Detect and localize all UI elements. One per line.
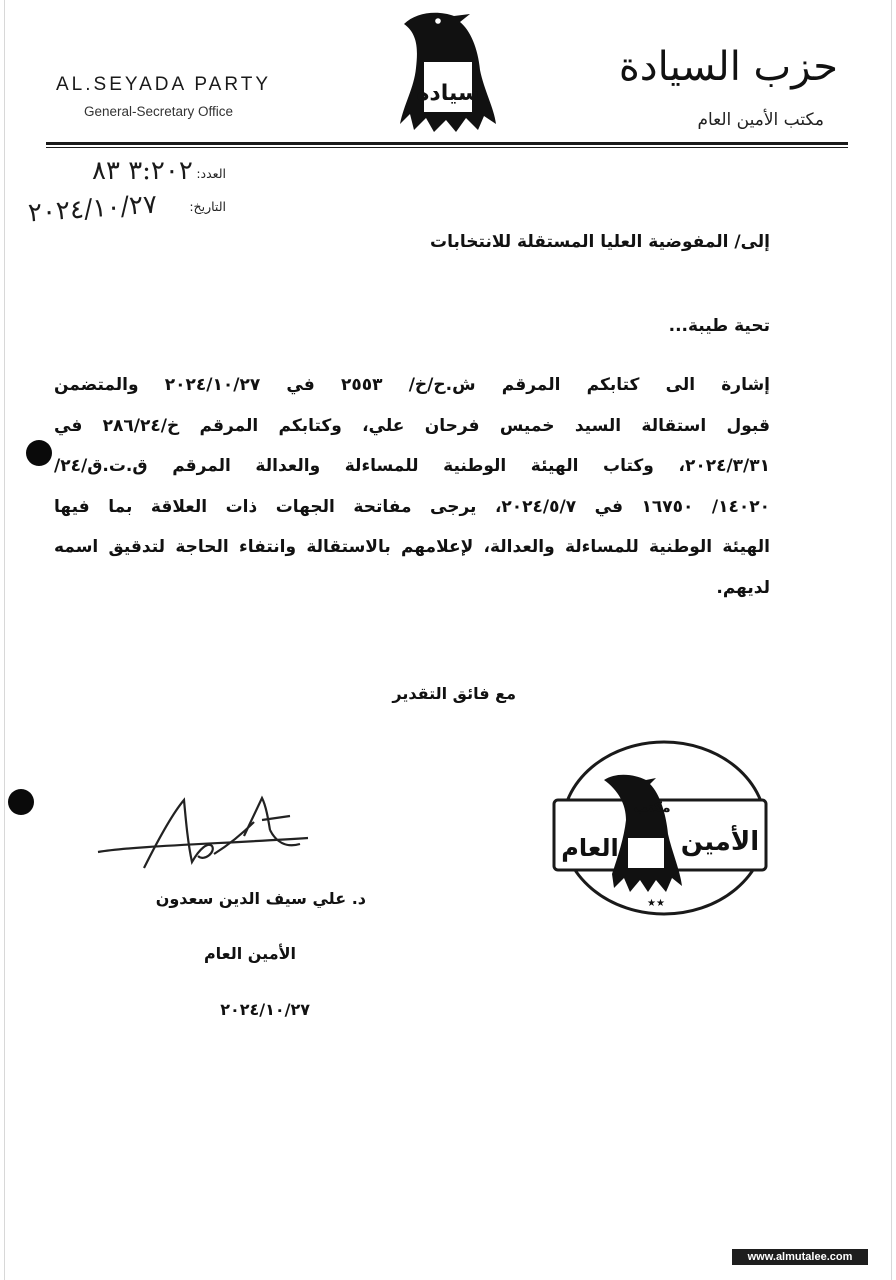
punch-hole: [8, 789, 34, 815]
eagle-logo-icon: [398, 8, 498, 134]
english-office-name: General-Secretary Office: [84, 104, 234, 119]
arabic-party-name: حزب السيادة: [618, 44, 838, 90]
header-divider: [46, 142, 848, 145]
body-line: ٢٠٢٤/٣/٣١، وكتاب الهيئة الوطنية للمساءلة والعدالة المرقم ق.ت.ق/٢٤/: [54, 456, 770, 476]
body-line: إشارة الى كتابكم المرقم ش.ح/خ/ ٢٥٥٣ في ٢٠٢٤/١٠/٢٧ والمتضمن: [54, 375, 771, 395]
number-label: العدد:: [196, 166, 226, 181]
english-party-name: AL.SEYADA PARTY: [56, 74, 272, 95]
stamp-word-left: العام: [561, 834, 619, 862]
handwritten-signature: [94, 792, 310, 876]
closing-line: مع فائق التقدير: [392, 684, 516, 703]
letter-body: [54, 365, 770, 608]
logo-lettering: سيادة: [416, 81, 480, 106]
punch-hole: [26, 440, 52, 466]
official-stamp: [552, 738, 770, 918]
signature-date: ٢٠٢٤/١٠/٢٧: [220, 1000, 310, 1019]
body-line: لديهم.: [716, 577, 770, 598]
signatory-name: د. علي سيف الدين سعدون: [155, 889, 366, 908]
handwritten-number: ٣:٢٠٢ ٨٣: [92, 156, 193, 186]
body-line: ١٤٠٢٠/ ١٦٧٥٠ في ٢٠٢٤/٥/٧، يرجى مفاتحة الجهات ذات العلاقة بما فيها: [54, 496, 770, 517]
stamp-word-right: الأمين: [680, 827, 760, 857]
stamp-stars: ★★: [647, 898, 665, 909]
body-line: الهيئة الوطنية للمساءلة والعدالة، لإعلامهم بالاستقالة وانتفاء الحاجة لتدقيق اسمه: [54, 537, 770, 557]
handwritten-date: ٢٠٢٤/١٠/٢٧: [27, 189, 159, 229]
body-line: قبول استقالة السيد خميس فرحان علي، وكتابكم المرقم خ/٢٨٦/٢٤ في: [54, 415, 770, 436]
greeting-line: تحية طيبة...: [668, 316, 770, 336]
signatory-title: الأمين العام: [203, 944, 296, 963]
recipient-line: إلى/ المفوضية العليا المستقلة للانتخابات: [430, 232, 770, 252]
arabic-office-name: مكتب الأمين العام: [697, 110, 824, 130]
date-label: التاريخ:: [189, 199, 226, 214]
header-divider-thin: [46, 147, 848, 148]
website-watermark: www.almutalee.com: [732, 1249, 868, 1265]
stamp-word-top: مكتب: [633, 800, 671, 816]
